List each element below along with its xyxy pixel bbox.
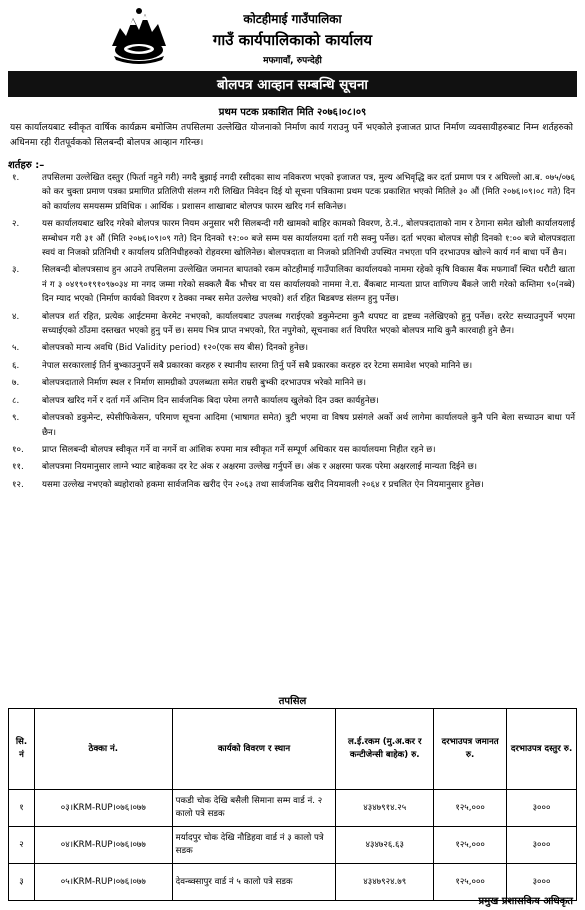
condition-item [8, 394, 575, 408]
condition-number: ७. [12, 378, 20, 389]
work-description-cell: पकडी चोक देखि बसैली सिमाना सम्म वार्ड नं. २ कालो पत्रे सडक [172, 790, 336, 827]
condition-number: १. [12, 173, 20, 183]
condition-text: बोलपत्रको मान्य अवधि (Bid Validity period) १२०(एक सय बीस) दिनको हुनेछ। [42, 343, 309, 354]
condition-text: तपसिलमा उल्लेखित दस्तुर (फिर्ता नहुने गरी) नगदै बुझाई नगदी रसीदका साथ नविकरण भएको इजाजत पत्र, मुल्य अभिवृद्धि कर दर्ता प्रमाण पत्र र अघिल्लो आ.ब. ०७५/०७६ को कर चुक्ता प्रमाण पत्रका प्रमाणित प्रतिलिपी संलग्न गरी लिखित निवेदन दिई यो सूचना पत्रिकामा प्रथम पटक प्रकाशित भएको मितिले ३० औं (मिति २०७६।०९।०८ गते) दिन को कार्यालय समयसम्म प्रविधिक । आर्थिक । प्रशासन शाखाबाट बोलपत्र फारम खरिद गर्न सकिनेछ। [42, 173, 575, 212]
intro-paragraph: यस कार्यालयबाट स्वीकृत वार्षिक कार्यक्रम बमोजिम तपसिलमा उल्लेखित योजनाको निर्माण कार्य गराउनु पर्ने भएकोले इजाजत प्राप्त निर्माण व्यवसायीहरुबाट निम्न शर्तहरुको अधिनमा रही रीतपूर्वकको सिलबन्दी बोलपत्र आव्हान गरिन्छ। [10, 123, 573, 148]
header-bid-fee: दरभाउपत्र दस्तुर रु. [507, 709, 577, 790]
table-row [9, 827, 577, 864]
header-serial: सि. नं [9, 709, 35, 790]
condition-number: २. [12, 219, 20, 230]
condition-text: बोलपत्र खरिद गर्ने र दर्ता गर्ने अन्तिम दिन सार्वजनिक बिदा परेमा लगत्तै कार्यालय खुलेको दिन उक्त कार्यहुनेछ। [42, 395, 379, 406]
condition-text: यस कार्यालयबाट खरिद गरेको बोलपत्र फारम नियम अनुसार भरी सिलबन्दी गरी खामको बाहिर कामको विवरण, ठे.नं., बोलपत्रदाताको नाम र ठेगाना समेत खोली कार्यालयलाई सम्बोधन गरी ३१ औं (मिति २०७६।०९।०९ गते) दिन दिनको १२:०० बजे सम्म यस कार्यालयमा दर्ता गरी सक्नु पर्नेछ। दर्ता भएका बोलपत्र सोही दिनको १:०० बजे बोलपत्रदाता स्वयं वा निजको प्रतिनिधी र कार्यालय प्रतिनिधीहरुको रोहवरमा खोलिनेछ। बोलपत्रदाता वा निजको प्रतिनिधी उपस्थित नभएता पनि दरभाउपत्र खोल्ने कार्य गर्न बाधा पर्ने छैन। [42, 219, 575, 259]
condition-item [8, 359, 575, 373]
conditions-heading: शर्तहरु :– [8, 160, 45, 171]
office-address: मफगावाँ, रुपन्देही [263, 56, 322, 66]
condition-number: ८. [12, 395, 20, 406]
condition-item [8, 263, 575, 306]
condition-item [8, 171, 575, 214]
condition-number: १०. [12, 444, 24, 455]
contract-no-cell: ०३।KRM-RUP।०७६।०७७ [34, 790, 172, 827]
condition-number: ९. [12, 413, 20, 424]
table-header-row [9, 709, 577, 790]
condition-number: ३. [12, 265, 20, 276]
condition-text: बोलपत्रको डकुमेन्ट, स्पेसीफिकेसन, परिमाण सूचना आदिमा (भाषागत समेत) त्रुटी भएमा वा विषय प्रसंगले अर्को अर्थ लागेमा कार्यालयले कुनै पनि बेला सच्याउन बाधा पर्ने छैन। [42, 413, 575, 438]
work-description-cell: मर्यादपुर चोक देखि नौडिहवा वार्ड नं ३ कालो पत्रे सडक [172, 827, 336, 864]
conditions-list [8, 171, 575, 495]
bid-security-cell: १२५,००० [434, 864, 507, 901]
office-title: गाउँ कार्यपालिकाको कार्यालय [212, 31, 373, 49]
condition-number: ६. [12, 360, 20, 371]
condition-item [8, 478, 575, 492]
notice-title-bar [8, 71, 577, 97]
condition-number: ११. [12, 462, 24, 473]
condition-text: नेपाल सरकारलाई तिर्न बुभ्काउनुपर्ने सबै प्रकारका करहरु र स्थानीय स्तरमा तिर्नु पर्ने सबै प्रकारका करहरु दर रेटमा समावेश भएको मानिने छ। [42, 360, 473, 371]
condition-text: बोलपत्र शर्त रहित, प्रत्येक आईटममा केरमेट नभएको, कार्यालयबाट उपलब्ध गराईएको डकुमेन्टमा कुनै थपघट वा द्रष्टव्य नलेखिएको हुनु पर्नेछ। दररेट सच्याउनुपर्ने भएमा सच्याईएको ठाँउमा दस्तखत भएको हुनु पर्ने छ। समय भित्र प्राप्त नभएको, रित नपुगेको, सूचनाका शर्त विपरित भएको बोलपत्र माथि कुनै कारवाही हुने छैन। [42, 311, 575, 337]
condition-item [8, 460, 575, 474]
condition-item [8, 217, 575, 260]
work-description-cell: देवन्ब्क्सापुर वार्ड नं ५ कालो पत्रे सडक [172, 864, 336, 901]
condition-item [8, 443, 575, 457]
contract-no-cell: ०५।KRM-RUP।०७६।०७७ [34, 864, 172, 901]
condition-item [8, 341, 575, 355]
serial-cell: २ [9, 827, 35, 864]
condition-text: बोलपत्रमा नियमानुसार लाग्ने भ्याट बाहेकका दर रेट अंक र अक्षरमा उल्लेख गर्नुपर्ने छ। अंक र अक्षरमा फरक परेमा अक्षरलाई मान्यता दिईने छ। [42, 462, 478, 473]
condition-item [8, 310, 575, 339]
condition-number: १२. [12, 479, 24, 490]
condition-text: यसमा उल्लेख नभएको ब्यहोराको हकमा सार्वजनिक खरीद ऐन २०६३ तथा सार्वजनिक खरीद नियमावली २०६४ र प्रचलित ऐन नियमानुसार हुनेछ। [42, 479, 484, 490]
bid-fee-cell: ३००० [507, 790, 577, 827]
notice-title: बोलपत्र आव्हान सम्बन्धि सूचना [217, 77, 368, 93]
estimated-cost-cell: ४३४७९१४.२५ [336, 790, 434, 827]
publish-date-line: प्रथम पटक प्रकाशित मिति २०७६।०८।०९ [218, 107, 367, 118]
serial-cell: ३ [9, 864, 35, 901]
contract-no-cell: ०४।KRM-RUP।०७६।०७७ [34, 827, 172, 864]
condition-item [8, 411, 575, 440]
table-row [9, 790, 577, 827]
schedule-heading: तपसिल [278, 696, 307, 707]
bid-security-cell: १२५,००० [434, 790, 507, 827]
bid-security-cell: १२५,००० [434, 827, 507, 864]
condition-text: प्राप्त सिलबन्दी बोलपत्र स्वीकृत गर्ने वा नगर्ने वा आंशिक रुपमा मात्र स्वीकृत गर्ने सम्पूर्ण अधिकार यस कार्यालयमा निहीत रहने छ। [42, 444, 436, 455]
header-contract-no: ठेक्का नं. [34, 709, 172, 790]
header-work-description: कार्यको विवरण र स्थान [172, 709, 336, 790]
condition-text: सिलबन्दी बोलपत्रसाथ हुन आउने तपसिलमा उल्लेखित जमानत बापतको रकम कोटहीमाई गाउँपालिका कार्यालयको नाममा रहेको कृषि विकास बैंक मफगावाँ स्थित धरौटी खाता नं ग ३ ०४१९०१९१०९७०३४ मा नगद जम्मा गरेको सक्कलै बैंक भौचर वा यस कार्यालयको नाममा ने.रा. बैंकबाट मान्यता प्राप्त वाणिज्य बैंकले जारी गरेको कम्तिमा ९०(नब्बे) दिन म्याद भएको (निर्माण कार्यको विवरण र ठेक्का नम्बर समेत उल्लेख भएको) शर्त रहित बिडबण्ड संलग्न हुनु पर्नेछ। [42, 265, 575, 305]
header-bid-security: दरभाउपत्र जमानत रु. [434, 709, 507, 790]
estimated-cost-cell: ४३४७९२४.७९ [336, 864, 434, 901]
works-table [8, 708, 577, 901]
condition-item [8, 376, 575, 390]
estimated-cost-cell: ४३४७२६.६३ [336, 827, 434, 864]
bid-fee-cell: ३००० [507, 864, 577, 901]
bid-fee-cell: ३००० [507, 827, 577, 864]
serial-cell: १ [9, 790, 35, 827]
signature-title: प्रमुख प्रशासकिय अधिकृत [478, 896, 573, 907]
condition-number: ५. [12, 343, 20, 354]
header-estimated-cost: ल.ई.रकम (मु.अ.कर र कन्टीजेन्सी बाहेक) रु. [336, 709, 434, 790]
office-name: कोटहीमाई गाउँपालिका [243, 12, 342, 26]
condition-number: ४. [12, 311, 20, 322]
condition-text: बोलपत्रदाताले निर्माण स्थल र निर्माण सामग्रीको उपलब्धता समेत राम्ररी बुभ्की दरभाउपत्र भरेको मानिने छ। [42, 378, 367, 389]
